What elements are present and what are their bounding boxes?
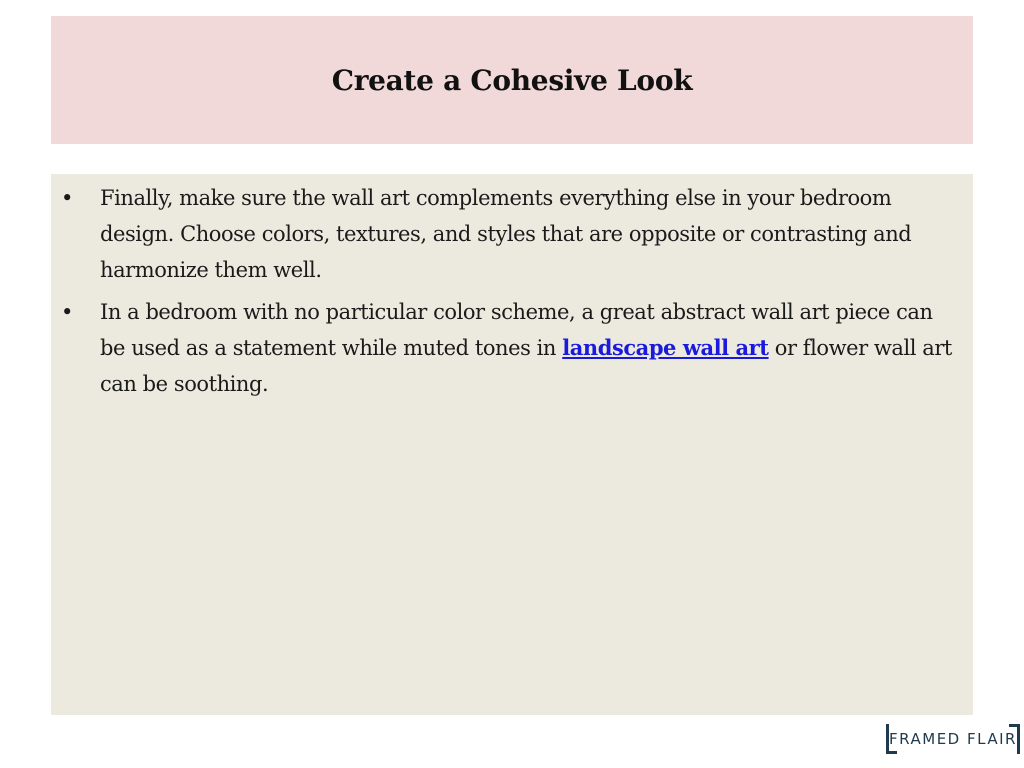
- bullet-list: [61, 180, 955, 402]
- list-item: [61, 180, 955, 288]
- slide-title: Create a Cohesive Look: [331, 63, 693, 97]
- logo-text: FRAMED FLAIR: [889, 730, 1017, 748]
- bullet-text-before-link: In a bedroom with no particular color scheme, a great abstract wall art piece can be used as a statement while muted tones in: [100, 300, 933, 360]
- bullet-text-after-link: or flower wall art can be soothing.: [100, 336, 952, 396]
- framed-flair-logo: [886, 724, 1020, 754]
- content-panel: [51, 174, 973, 715]
- bullet-icon: •: [61, 186, 73, 210]
- bullet-text: Finally, make sure the wall art complements everything else in your bedroom design. Choose colors, textures, and styles that are opposite or contrasting and harmonize them well.: [100, 186, 912, 282]
- landscape-wall-art-link[interactable]: landscape wall art: [562, 335, 769, 360]
- list-item: [61, 294, 955, 402]
- bullet-icon: •: [61, 300, 73, 324]
- title-banner: [51, 16, 973, 144]
